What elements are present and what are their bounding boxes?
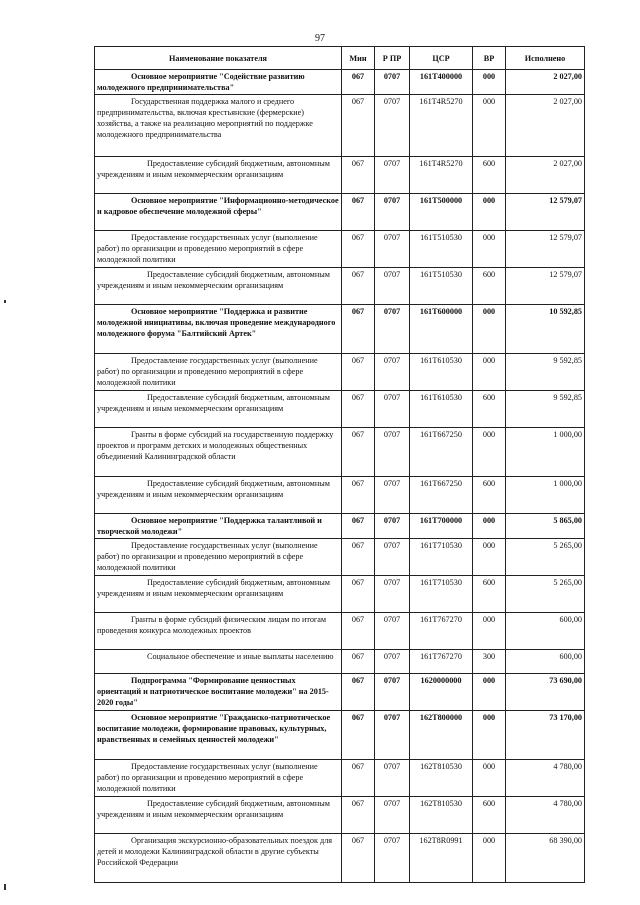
cell-csr: 162Т8R0991 xyxy=(410,834,473,883)
cell-csr: 1620000000 xyxy=(410,674,473,711)
cell-csr: 161Т710530 xyxy=(410,539,473,576)
cell-vr: 000 xyxy=(473,95,506,157)
cell-name: Предоставление государственных услуг (выполнение работ) по организации и проведению мероприятий в сфере молодежной политики xyxy=(95,231,342,268)
cell-amount: 4 780,00 xyxy=(506,797,585,834)
cell-name: Государственная поддержка малого и среднего предпринимательства, включая крестьянские (фермерские) хозяйства, а также на реализацию мероприятий по поддержке молодежного предпринимательства xyxy=(95,95,342,157)
table-row xyxy=(95,477,585,514)
cell-rpr: 0707 xyxy=(375,711,410,760)
cell-csr: 161Т710530 xyxy=(410,576,473,613)
cell-csr: 162Т810530 xyxy=(410,797,473,834)
cell-csr: 161Т400000 xyxy=(410,70,473,95)
table-row xyxy=(95,157,585,194)
table-row xyxy=(95,834,585,883)
table-row xyxy=(95,354,585,391)
cell-vr: 600 xyxy=(473,576,506,613)
cell-csr: 161Т610530 xyxy=(410,391,473,428)
cell-rpr: 0707 xyxy=(375,576,410,613)
cell-rpr: 0707 xyxy=(375,834,410,883)
cell-amount: 12 579,07 xyxy=(506,231,585,268)
cell-min: 067 xyxy=(342,613,375,650)
cell-amount: 5 265,00 xyxy=(506,576,585,613)
cell-rpr: 0707 xyxy=(375,539,410,576)
cell-amount: 73 690,00 xyxy=(506,674,585,711)
cell-name: Основное мероприятие "Поддержка талантливой и творческой молодежи" xyxy=(95,514,342,539)
cell-csr: 161Т4R5270 xyxy=(410,95,473,157)
cell-vr: 300 xyxy=(473,650,506,674)
table-row xyxy=(95,70,585,95)
cell-rpr: 0707 xyxy=(375,157,410,194)
cell-rpr: 0707 xyxy=(375,268,410,305)
cell-csr: 161Т767270 xyxy=(410,650,473,674)
cell-name: Предоставление субсидий бюджетным, автономным учреждениям и иным некоммерческим организациям xyxy=(95,477,342,514)
cell-rpr: 0707 xyxy=(375,428,410,477)
cell-amount: 73 170,00 xyxy=(506,711,585,760)
cell-amount: 9 592,85 xyxy=(506,354,585,391)
cell-rpr: 0707 xyxy=(375,70,410,95)
cell-rpr: 0707 xyxy=(375,231,410,268)
cell-amount: 600,00 xyxy=(506,613,585,650)
table-row xyxy=(95,268,585,305)
scan-edge-mark xyxy=(4,884,6,890)
table-row xyxy=(95,674,585,711)
cell-csr: 161Т667250 xyxy=(410,477,473,514)
cell-amount: 5 265,00 xyxy=(506,539,585,576)
cell-min: 067 xyxy=(342,674,375,711)
table-row xyxy=(95,194,585,231)
cell-vr: 000 xyxy=(473,70,506,95)
cell-name: Подпрограмма "Формирование ценностных ориентаций и патриотическое воспитание молодежи" на 2015-2020 годы" xyxy=(95,674,342,711)
cell-name: Предоставление государственных услуг (выполнение работ) по организации и проведению мероприятий в сфере молодежной политики xyxy=(95,539,342,576)
cell-min: 067 xyxy=(342,157,375,194)
cell-csr: 161Т4R5270 xyxy=(410,157,473,194)
page-number: 97 xyxy=(315,33,325,44)
cell-amount: 2 027,00 xyxy=(506,70,585,95)
cell-min: 067 xyxy=(342,477,375,514)
cell-amount: 2 027,00 xyxy=(506,95,585,157)
cell-min: 067 xyxy=(342,70,375,95)
cell-amount: 10 592,85 xyxy=(506,305,585,354)
cell-min: 067 xyxy=(342,760,375,797)
cell-amount: 600,00 xyxy=(506,650,585,674)
cell-csr: 161Т500000 xyxy=(410,194,473,231)
budget-table xyxy=(94,46,585,883)
cell-rpr: 0707 xyxy=(375,305,410,354)
cell-rpr: 0707 xyxy=(375,95,410,157)
cell-amount: 12 579,07 xyxy=(506,268,585,305)
table-row xyxy=(95,650,585,674)
cell-name: Предоставление государственных услуг (выполнение работ) по организации и проведению мероприятий в сфере молодежной политики xyxy=(95,354,342,391)
cell-vr: 000 xyxy=(473,674,506,711)
cell-amount: 1 000,00 xyxy=(506,477,585,514)
cell-rpr: 0707 xyxy=(375,650,410,674)
cell-amount: 2 027,00 xyxy=(506,157,585,194)
table-row xyxy=(95,576,585,613)
cell-name: Основное мероприятие "Информационно-методическое и кадровое обеспечение молодежной сферы" xyxy=(95,194,342,231)
cell-vr: 000 xyxy=(473,514,506,539)
cell-name: Предоставление субсидий бюджетным, автономным учреждениям и иным некоммерческим организациям xyxy=(95,576,342,613)
table-row xyxy=(95,231,585,268)
column-header-name: Наименование показателя xyxy=(95,47,342,70)
cell-csr: 161Т510530 xyxy=(410,231,473,268)
cell-min: 067 xyxy=(342,95,375,157)
table-row xyxy=(95,613,585,650)
cell-min: 067 xyxy=(342,576,375,613)
cell-rpr: 0707 xyxy=(375,760,410,797)
cell-min: 067 xyxy=(342,834,375,883)
table-row xyxy=(95,797,585,834)
cell-vr: 600 xyxy=(473,391,506,428)
cell-min: 067 xyxy=(342,514,375,539)
cell-vr: 000 xyxy=(473,760,506,797)
cell-name: Предоставление субсидий бюджетным, автономным учреждениям и иным некоммерческим организациям xyxy=(95,268,342,305)
cell-min: 067 xyxy=(342,231,375,268)
cell-rpr: 0707 xyxy=(375,674,410,711)
cell-vr: 000 xyxy=(473,711,506,760)
cell-vr: 600 xyxy=(473,268,506,305)
table-row xyxy=(95,95,585,157)
column-header-csr: ЦСР xyxy=(410,47,473,70)
cell-name: Организация экскурсионно-образовательных поездок для детей и молодежи Калининградской области в другие субъекты Российской Федерации xyxy=(95,834,342,883)
cell-csr: 161Т600000 xyxy=(410,305,473,354)
cell-name: Предоставление субсидий бюджетным, автономным учреждениям и иным некоммерческим организациям xyxy=(95,797,342,834)
scan-edge-mark xyxy=(4,300,6,303)
cell-min: 067 xyxy=(342,391,375,428)
cell-amount: 5 865,00 xyxy=(506,514,585,539)
cell-min: 067 xyxy=(342,305,375,354)
table-row xyxy=(95,428,585,477)
cell-vr: 000 xyxy=(473,539,506,576)
cell-rpr: 0707 xyxy=(375,613,410,650)
cell-amount: 1 000,00 xyxy=(506,428,585,477)
column-header-min: Мин xyxy=(342,47,375,70)
column-header-rpr: Р ПР xyxy=(375,47,410,70)
cell-name: Гранты в форме субсидий физическим лицам по итогам проведения конкурса молодежных проектов xyxy=(95,613,342,650)
cell-name: Основное мероприятие "Содействие развитию молодежного предпринимательства" xyxy=(95,70,342,95)
column-header-vr: ВР xyxy=(473,47,506,70)
cell-vr: 000 xyxy=(473,194,506,231)
cell-csr: 161Т700000 xyxy=(410,514,473,539)
cell-csr: 161Т510530 xyxy=(410,268,473,305)
cell-rpr: 0707 xyxy=(375,194,410,231)
cell-vr: 600 xyxy=(473,797,506,834)
cell-min: 067 xyxy=(342,797,375,834)
table-row xyxy=(95,391,585,428)
cell-vr: 000 xyxy=(473,231,506,268)
cell-min: 067 xyxy=(342,539,375,576)
table-row xyxy=(95,539,585,576)
cell-min: 067 xyxy=(342,711,375,760)
cell-vr: 600 xyxy=(473,157,506,194)
cell-name: Основное мероприятие "Гражданско-патриотическое воспитание молодежи, формирование правовых, культурных, нравственных и семейных ценностей молодежи" xyxy=(95,711,342,760)
cell-amount: 68 390,00 xyxy=(506,834,585,883)
cell-rpr: 0707 xyxy=(375,354,410,391)
cell-rpr: 0707 xyxy=(375,514,410,539)
cell-csr: 161Т610530 xyxy=(410,354,473,391)
cell-min: 067 xyxy=(342,428,375,477)
table-body xyxy=(95,70,585,883)
cell-amount: 9 592,85 xyxy=(506,391,585,428)
cell-vr: 000 xyxy=(473,354,506,391)
cell-vr: 000 xyxy=(473,305,506,354)
cell-csr: 162Т810530 xyxy=(410,760,473,797)
cell-name: Гранты в форме субсидий на государственную поддержку проектов и программ детских и молодежных общественных объединений Калининградской области xyxy=(95,428,342,477)
table-row xyxy=(95,760,585,797)
cell-vr: 000 xyxy=(473,834,506,883)
cell-min: 067 xyxy=(342,268,375,305)
cell-name: Социальное обеспечение и иные выплаты населению xyxy=(95,650,342,674)
cell-min: 067 xyxy=(342,650,375,674)
table-row xyxy=(95,514,585,539)
cell-amount: 4 780,00 xyxy=(506,760,585,797)
cell-vr: 000 xyxy=(473,428,506,477)
cell-rpr: 0707 xyxy=(375,797,410,834)
table-header-row xyxy=(95,47,585,70)
table-row xyxy=(95,711,585,760)
cell-min: 067 xyxy=(342,354,375,391)
column-header-amount: Исполнено xyxy=(506,47,585,70)
cell-min: 067 xyxy=(342,194,375,231)
cell-rpr: 0707 xyxy=(375,477,410,514)
cell-name: Предоставление субсидий бюджетным, автономным учреждениям и иным некоммерческим организациям xyxy=(95,157,342,194)
cell-name: Предоставление государственных услуг (выполнение работ) по организации и проведению мероприятий в сфере молодежной политики xyxy=(95,760,342,797)
cell-csr: 161Т767270 xyxy=(410,613,473,650)
cell-amount: 12 579,07 xyxy=(506,194,585,231)
cell-csr: 162Т800000 xyxy=(410,711,473,760)
cell-name: Основное мероприятие "Поддержка и развитие молодежной инициативы, включая проведение международного молодежного форума "Балтийский Артек" xyxy=(95,305,342,354)
cell-vr: 000 xyxy=(473,613,506,650)
cell-rpr: 0707 xyxy=(375,391,410,428)
cell-vr: 600 xyxy=(473,477,506,514)
cell-name: Предоставление субсидий бюджетным, автономным учреждениям и иным некоммерческим организациям xyxy=(95,391,342,428)
table-row xyxy=(95,305,585,354)
cell-csr: 161Т667250 xyxy=(410,428,473,477)
